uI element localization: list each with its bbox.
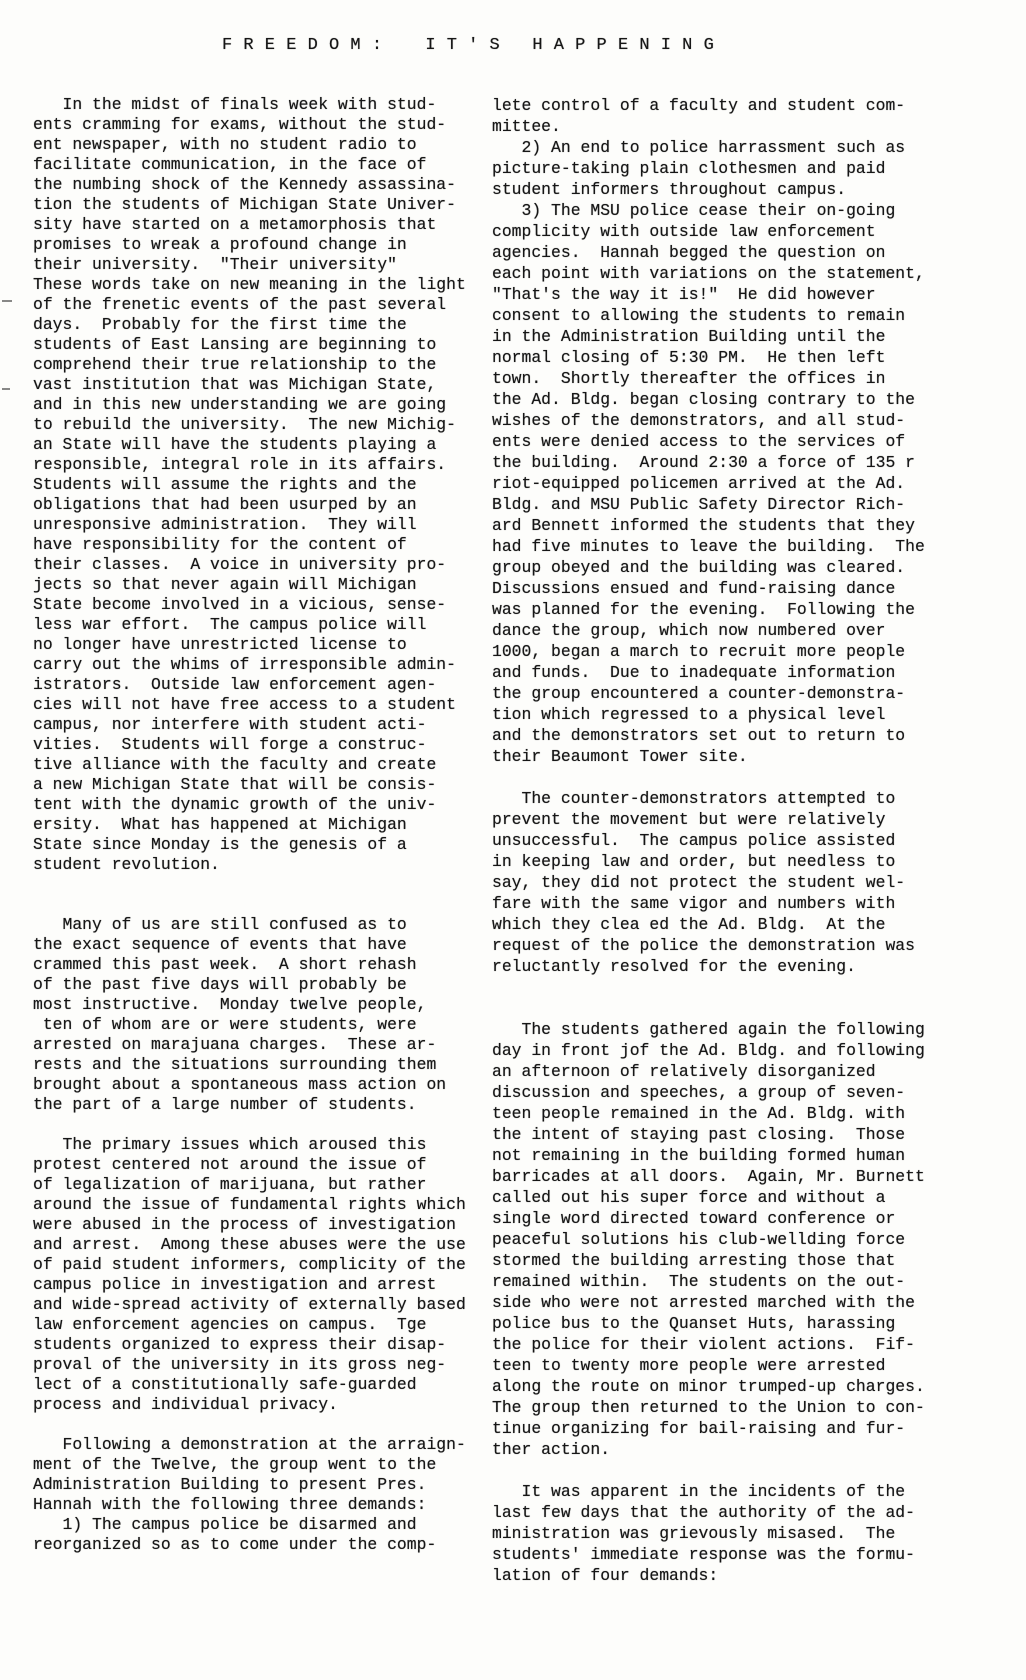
text-line: ministration was grievously misased. The — [492, 1524, 896, 1543]
text-line: It was apparent in the incidents of the — [492, 1482, 906, 1501]
text-line: lation of four demands: — [492, 1566, 719, 1585]
text-line: proval of the university in its gross neg- — [33, 1355, 447, 1374]
text-line: ents were denied access to the services of — [492, 432, 906, 451]
text-line: of the past five days will probably be — [33, 975, 407, 994]
text-line: reorganized so as to come under the comp- — [33, 1535, 437, 1554]
text-line: State since Monday is the genesis of a — [33, 835, 407, 854]
text-line: Administration Building to present Pres. — [33, 1475, 427, 1494]
text-line: their university. "Their university" — [33, 255, 397, 274]
text-line: vities. Students will forge a construc- — [33, 735, 427, 754]
text-line: the building. Around 2:30 a force of 135 r — [492, 453, 915, 472]
text-line: Students will assume the rights and the — [33, 475, 417, 494]
text-line: istrators. Outside law enforcement agen- — [33, 675, 437, 694]
text-line: "That's the way it is!" He did however — [492, 285, 876, 304]
text-line: single word directed toward conference or — [492, 1209, 896, 1228]
text-line: normal closing of 5:30 PM. He then left — [492, 348, 886, 367]
text-line: an afternoon of relatively disorganized — [492, 1062, 876, 1081]
text-line: students of East Lansing are beginning to — [33, 335, 437, 354]
text-line: peaceful solutions his club-wellding force — [492, 1230, 906, 1249]
text-line: town. Shortly thereafter the offices in — [492, 369, 886, 388]
column-left — [33, 95, 466, 1555]
text-line: and the demonstrators set out to return to — [492, 726, 906, 745]
text-line: not remaining in the building formed human — [492, 1146, 906, 1165]
text-line — [33, 895, 466, 915]
text-line: students organized to express their disap- — [33, 1335, 447, 1354]
text-line: unresponsive administration. They will — [33, 515, 417, 534]
text-line: was planned for the evening. Following the — [492, 600, 915, 619]
text-line: prevent the movement but were relatively — [492, 810, 886, 829]
text-line: teen to twenty more people were arrested — [492, 1356, 886, 1375]
text-line: The counter-demonstrators attempted to — [492, 789, 896, 808]
text-line: were abused in the process of investigation — [33, 1215, 456, 1234]
text-line: less war effort. The campus police will — [33, 615, 427, 634]
text-line: consent to allowing the students to remain — [492, 306, 906, 325]
text-line: campus, nor interfere with student acti- — [33, 715, 427, 734]
text-line: and wide-spread activity of externally based — [33, 1295, 466, 1314]
text-line: have responsibility for the content of — [33, 535, 407, 554]
text-line: police bus to the Quanset Huts, harassing — [492, 1314, 896, 1333]
text-line: comprehend their true relationship to the — [33, 355, 437, 374]
text-line: process and individual privacy. — [33, 1395, 338, 1414]
text-line: the intent of staying past closing. Those — [492, 1125, 906, 1144]
text-line: and funds. Due to inadequate information — [492, 663, 896, 682]
text-line: cies will not have free access to a student — [33, 695, 456, 714]
text-line: along the route on minor trumped-up charges. — [492, 1377, 925, 1396]
text-line: These words take on new meaning in the light — [33, 275, 466, 294]
text-line: the group encountered a counter-demonstra- — [492, 684, 906, 703]
text-line: promises to wreak a profound change in — [33, 235, 407, 254]
text-line: around the issue of fundamental rights which — [33, 1195, 466, 1214]
text-line: of the frenetic events of the past several — [33, 295, 447, 314]
text-line: wishes of the demonstrators, and all stud- — [492, 411, 906, 430]
text-line: and arrest. Among these abuses were the use — [33, 1235, 466, 1254]
text-line: ent newspaper, with no student radio to — [33, 135, 417, 154]
text-line: responsible, integral role in its affairs. — [33, 455, 447, 474]
text-line: riot-equipped policemen arrived at the Ad. — [492, 474, 906, 493]
text-line — [33, 1415, 466, 1435]
text-line — [492, 1460, 925, 1481]
text-line: crammed this past week. A short rehash — [33, 955, 417, 974]
text-line: called out his super force and without a — [492, 1188, 886, 1207]
text-line: teen people remained in the Ad. Bldg. with — [492, 1104, 906, 1123]
text-line: in keeping law and order, but needless to — [492, 852, 896, 871]
text-line: tive alliance with the faculty and create — [33, 755, 437, 774]
text-line: their Beaumont Tower site. — [492, 747, 748, 766]
text-line: 1) The campus police be disarmed and — [33, 1515, 417, 1534]
text-line: say, they did not protect the student wel- — [492, 873, 906, 892]
text-line: which they clea ed the Ad. Bldg. At the — [492, 915, 886, 934]
text-line: Bldg. and MSU Public Safety Director Rich- — [492, 495, 906, 514]
text-line: ten of whom are or were students, were — [33, 1015, 417, 1034]
text-line: ther action. — [492, 1440, 611, 1459]
text-line: of legalization of marijuana, but rather — [33, 1175, 427, 1194]
text-line: their classes. A voice in university pro- — [33, 555, 447, 574]
text-line: day in front jof the Ad. Bldg. and following — [492, 1041, 925, 1060]
text-line: 2) An end to police harrassment such as — [492, 138, 906, 157]
text-line: lete control of a faculty and student com- — [492, 96, 906, 115]
text-line: lect of a constitutionally safe-guarded — [33, 1375, 417, 1394]
text-line: student revolution. — [33, 855, 220, 874]
text-line: arrested on marajuana charges. These ar- — [33, 1035, 437, 1054]
text-line: tion which regressed to a physical level — [492, 705, 886, 724]
text-line: the Ad. Bldg. began closing contrary to the — [492, 390, 915, 409]
text-line: facilitate communication, in the face of — [33, 155, 427, 174]
text-line: had five minutes to leave the building. The — [492, 537, 925, 556]
scan-artifact-dash — [2, 388, 10, 390]
text-line: days. Probably for the first time the — [33, 315, 407, 334]
text-line: the exact sequence of events that have — [33, 935, 407, 954]
text-line: Discussions ensued and fund-raising dance — [492, 579, 896, 598]
text-line: Following a demonstration at the arraign- — [33, 1435, 466, 1454]
text-line: Hannah with the following three demands: — [33, 1495, 427, 1514]
text-line: the numbing shock of the Kennedy assassina- — [33, 175, 456, 194]
text-line: the police for their violent actions. Fif- — [492, 1335, 915, 1354]
text-line: jects so that never again will Michigan — [33, 575, 417, 594]
text-line: picture-taking plain clothesmen and paid — [492, 159, 886, 178]
text-line: vast institution that was Michigan State, — [33, 375, 437, 394]
text-line: a new Michigan State that will be consis- — [33, 775, 437, 794]
text-line: barricades at all doors. Again, Mr. Burnett — [492, 1167, 925, 1186]
text-line — [492, 977, 925, 998]
text-line: tent with the dynamic growth of the univ- — [33, 795, 437, 814]
text-line — [33, 1115, 466, 1135]
text-line: The group then returned to the Union to con- — [492, 1398, 925, 1417]
text-line: 3) The MSU police cease their on-going — [492, 201, 896, 220]
text-line: campus police in investigation and arrest — [33, 1275, 437, 1294]
text-line: an State will have the students playing a — [33, 435, 437, 454]
text-line: obligations that had been usurped by an — [33, 495, 417, 514]
text-line: sity have started on a metamorphosis that — [33, 215, 437, 234]
text-line: agencies. Hannah begged the question on — [492, 243, 886, 262]
text-line: mittee. — [492, 117, 561, 136]
text-line: student informers throughout campus. — [492, 180, 847, 199]
column-right — [492, 95, 925, 1586]
text-line: law enforcement agencies on campus. Tge — [33, 1315, 427, 1334]
text-line: In the midst of finals week with stud- — [33, 95, 437, 114]
text-line: rests and the situations surrounding them — [33, 1055, 437, 1074]
text-line: unsuccessful. The campus police assisted — [492, 831, 896, 850]
text-line: students' immediate response was the formu- — [492, 1545, 915, 1564]
text-line: ard Bennett informed the students that they — [492, 516, 915, 535]
text-line: the part of a large number of students. — [33, 1095, 417, 1114]
text-line: brought about a spontaneous mass action on — [33, 1075, 447, 1094]
text-line: no longer have unrestricted license to — [33, 635, 407, 654]
text-line: ment of the Twelve, the group went to the — [33, 1455, 437, 1474]
text-line: of paid student informers, complicity of the — [33, 1255, 466, 1274]
text-line: to rebuild the university. The new Michig- — [33, 415, 456, 434]
text-line: side who were not arrested marched with the — [492, 1293, 915, 1312]
text-line: ersity. What has happened at Michigan — [33, 815, 407, 834]
text-line: discussion and speeches, a group of seven- — [492, 1083, 906, 1102]
text-line: carry out the whims of irresponsible admin- — [33, 655, 456, 674]
text-line: and in this new understanding we are going — [33, 395, 447, 414]
text-line: complicity with outside law enforcement — [492, 222, 876, 241]
scan-artifact-dash — [2, 300, 12, 302]
text-line: tinue organizing for bail-raising and fur- — [492, 1419, 906, 1438]
text-line: State become involved in a vicious, sense- — [33, 595, 447, 614]
text-line: last few days that the authority of the ad- — [492, 1503, 915, 1522]
text-line: dance the group, which now numbered over — [492, 621, 886, 640]
text-line: ents cramming for exams, without the stud- — [33, 115, 447, 134]
text-line: protest centered not around the issue of — [33, 1155, 427, 1174]
text-line: reluctantly resolved for the evening. — [492, 957, 856, 976]
text-line: each point with variations on the statement, — [492, 264, 925, 283]
text-line: request of the police the demonstration was — [492, 936, 915, 955]
text-line: group obeyed and the building was cleared. — [492, 558, 906, 577]
text-line: most instructive. Monday twelve people, — [33, 995, 427, 1014]
text-line — [33, 875, 466, 895]
text-line: The students gathered again the following — [492, 1020, 925, 1039]
text-line: in the Administration Building until the — [492, 327, 886, 346]
text-line: 1000, began a march to recruit more people — [492, 642, 906, 661]
text-line: stormed the building arresting those that — [492, 1251, 896, 1270]
text-line — [492, 767, 925, 788]
text-line: Many of us are still confused as to — [33, 915, 407, 934]
text-line — [492, 998, 925, 1019]
text-line: remained within. The students on the out- — [492, 1272, 906, 1291]
text-line: tion the students of Michigan State Univer- — [33, 195, 456, 214]
text-line: fare with the same vigor and numbers with — [492, 894, 896, 913]
page-title: F R E E D O M : I T ' S H A P P E N I N G — [222, 36, 715, 55]
text-line: The primary issues which aroused this — [33, 1135, 427, 1154]
